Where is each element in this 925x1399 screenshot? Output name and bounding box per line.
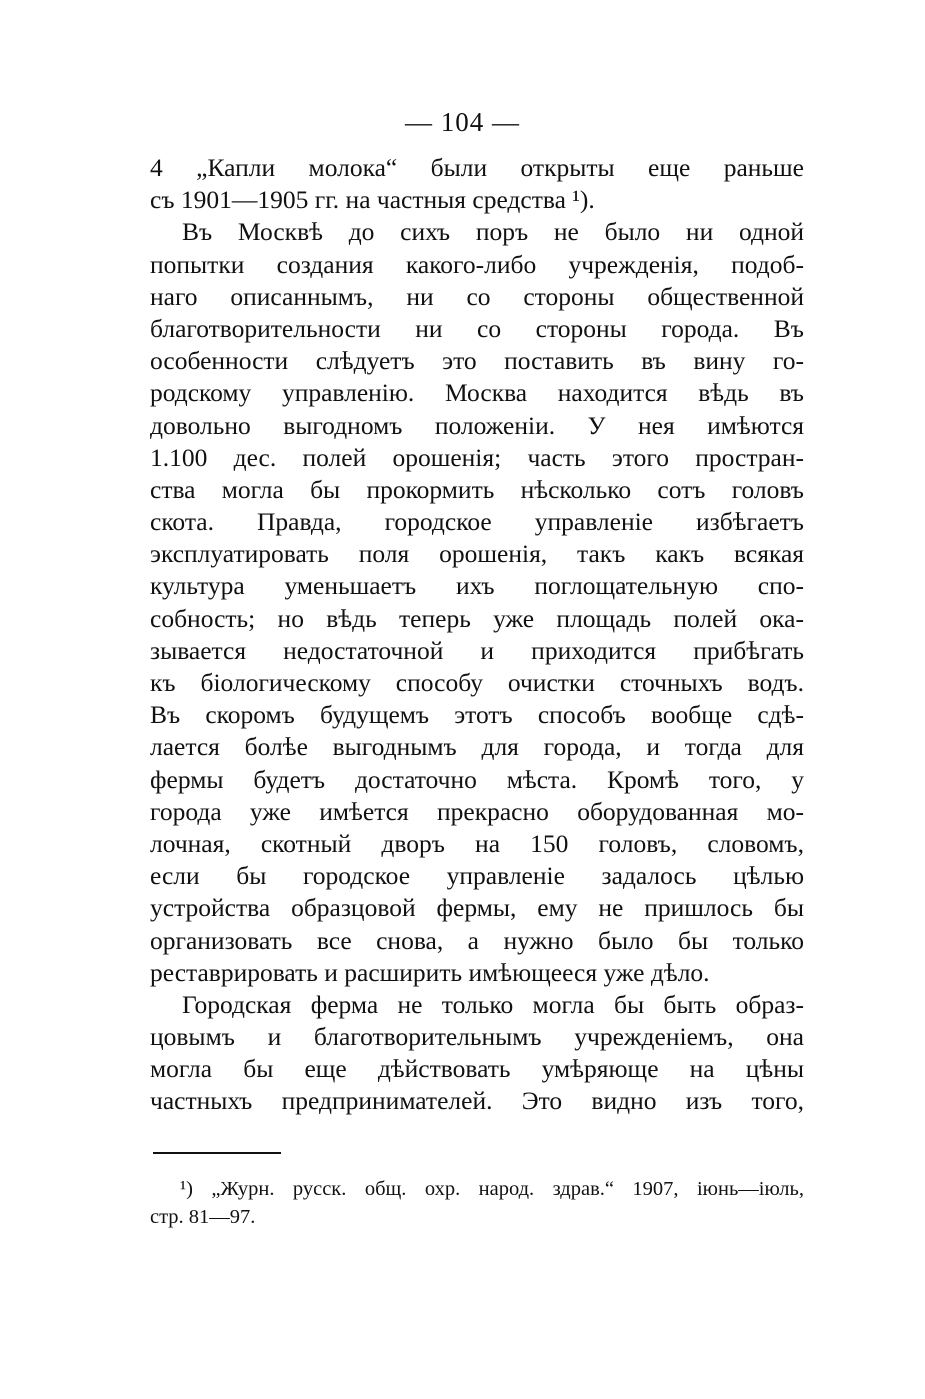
text-line: особенности слѣдуетъ это поставить въ вину го- xyxy=(150,346,804,376)
text-line: фермы будетъ достаточно мѣста. Кромѣ того, у xyxy=(150,764,804,794)
text-line: съ 1901—1905 гг. на частныя средства ¹). xyxy=(150,185,595,215)
text-line: частныхъ предпринимателей. Это видно изъ того, xyxy=(150,1086,804,1116)
text-line: Въ Москвѣ до сихъ поръ не было ни одной xyxy=(182,217,804,247)
text-line: могла бы еще дѣйствовать умѣряюще на цѣны xyxy=(150,1054,804,1084)
body-text xyxy=(150,152,804,1118)
page-number: — 104 — xyxy=(405,107,520,137)
text-line: довольно выгодномъ положеніи. У нея имѣются xyxy=(150,410,804,440)
text-line: лается болѣе выгоднымъ для города, и тогда для xyxy=(150,732,804,762)
text-line: попытки создания какого-либо учрежденія, подоб- xyxy=(150,249,804,279)
text-line: цовымъ и благотворительнымъ учрежденіемъ, она xyxy=(150,1022,804,1052)
text-line: ства могла бы прокормить нѣсколько сотъ головъ xyxy=(150,474,804,504)
text-line: Въ скоромъ будущемъ этотъ способъ вообще сдѣ- xyxy=(150,700,804,730)
footnote-line: стр. 81—97. xyxy=(150,1206,256,1228)
text-line: Городская ферма не только могла бы быть образ- xyxy=(182,989,804,1019)
text-line: наго описаннымъ, ни со стороны общественной xyxy=(150,281,804,311)
footnote-line: ¹) „Журн. русск. общ. охр. народ. здрав.“ 1907, іюнь—іюль, xyxy=(180,1178,804,1200)
text-line: благотворительности ни со стороны города. Въ xyxy=(150,313,804,343)
text-line: родскому управленію. Москва находится вѣдь въ xyxy=(150,378,804,408)
text-line: устройства образцовой фермы, ему не пришлось бы xyxy=(150,893,804,923)
text-line: города уже имѣется прекрасно оборудованная мо- xyxy=(150,796,804,826)
text-line: культура уменьшаетъ ихъ поглощательную спо- xyxy=(150,571,804,601)
footnote-separator xyxy=(153,1152,281,1154)
text-line: организовать все снова, а нужно было бы только xyxy=(150,925,804,955)
text-line: 4 „Капли молока“ были открыты еще раньше xyxy=(150,153,804,182)
text-line: 1.100 дес. полей орошенія; часть этого простран- xyxy=(150,442,804,472)
text-line: реставрировать и расширить имѣющееся уже дѣло. xyxy=(150,957,710,987)
text-line: эксплуатировать поля орошенія, такъ какъ всякая xyxy=(150,539,804,569)
text-line: собность; но вѣдь теперь уже площадь полей ока- xyxy=(150,603,804,633)
text-line: лочная, скотный дворъ на 150 головъ, словомъ, xyxy=(150,828,804,858)
footnote xyxy=(150,1175,804,1231)
text-line: зывается недостаточной и приходится прибѣгать xyxy=(150,635,804,665)
text-line: къ біологическому способу очистки сточныхъ водъ. xyxy=(150,668,804,697)
text-line: если бы городское управленіе задалось цѣлью xyxy=(150,861,804,891)
text-line: скота. Правда, городское управленіе избѣгаетъ xyxy=(150,507,804,537)
